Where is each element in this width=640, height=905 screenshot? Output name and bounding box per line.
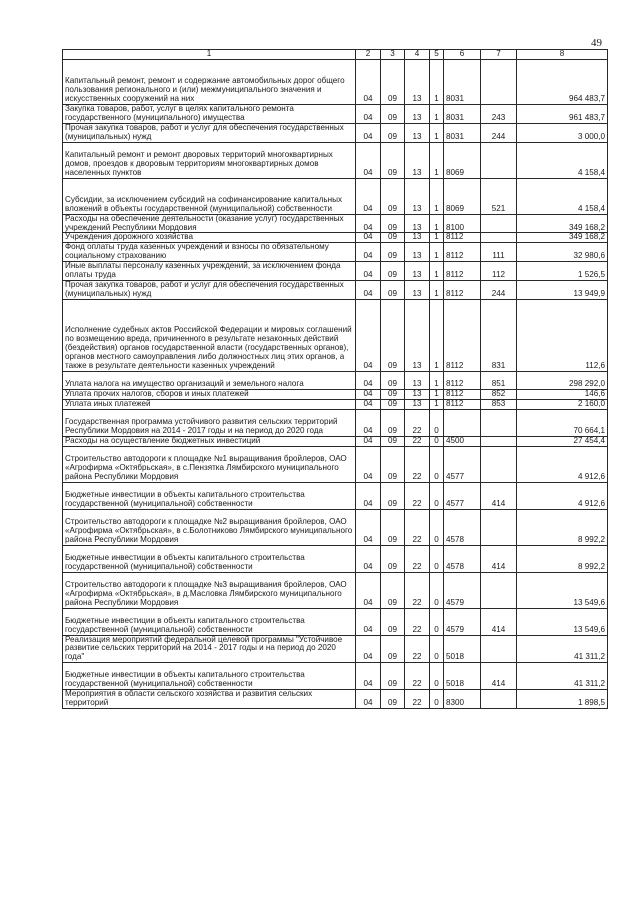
row-code-cell: 1 bbox=[430, 178, 444, 214]
table-row bbox=[63, 482, 608, 509]
row-name-cell: Расходы на обеспечение деятельности (оказание услуг) государственных учреждений Республики Мордовия bbox=[63, 214, 356, 233]
row-code-cell: 1 bbox=[430, 371, 444, 389]
row-code-cell: 243 bbox=[481, 105, 517, 124]
row-code-cell: 4 912,6 bbox=[517, 446, 608, 482]
row-name-cell: Уплата иных платежей bbox=[63, 399, 356, 409]
row-code-cell: 32 980,6 bbox=[517, 243, 608, 262]
column-header: 1 bbox=[63, 50, 356, 60]
column-header: 4 bbox=[405, 50, 430, 60]
row-code-cell: 04 bbox=[356, 371, 381, 389]
row-code-cell: 09 bbox=[381, 446, 405, 482]
row-code-cell: 4577 bbox=[444, 446, 481, 482]
row-code-cell: 4579 bbox=[444, 608, 481, 635]
row-code-cell: 04 bbox=[356, 214, 381, 233]
table-row bbox=[63, 142, 608, 178]
row-code-cell bbox=[481, 509, 517, 545]
row-code-cell: 13 bbox=[405, 214, 430, 233]
row-code-cell: 04 bbox=[356, 409, 381, 436]
row-code-cell bbox=[481, 60, 517, 105]
row-code-cell: 8069 bbox=[444, 142, 481, 178]
row-code-cell: 8069 bbox=[444, 178, 481, 214]
row-code-cell: 4 158,4 bbox=[517, 178, 608, 214]
row-code-cell: 04 bbox=[356, 262, 381, 281]
row-code-cell: 4577 bbox=[444, 482, 481, 509]
row-code-cell: 8112 bbox=[444, 299, 481, 371]
row-code-cell: 0 bbox=[430, 482, 444, 509]
table-row bbox=[63, 446, 608, 482]
table-row bbox=[63, 371, 608, 389]
row-code-cell: 04 bbox=[356, 482, 381, 509]
row-code-cell: 09 bbox=[381, 123, 405, 142]
table-row bbox=[63, 60, 608, 105]
row-code-cell: 1 bbox=[430, 243, 444, 262]
row-code-cell: 3 000,0 bbox=[517, 123, 608, 142]
row-code-cell: 22 bbox=[405, 608, 430, 635]
column-header: 3 bbox=[381, 50, 405, 60]
row-name-cell: Строительство автодороги к площадке №3 выращивания бройлеров, ОАО «Агрофирма «Октябрьская», в д.Масловка Лямбирского муниципального района Республики Мордовия bbox=[63, 572, 356, 608]
row-code-cell: 8112 bbox=[444, 399, 481, 409]
row-code-cell: 09 bbox=[381, 409, 405, 436]
row-code-cell: 09 bbox=[381, 608, 405, 635]
row-code-cell: 04 bbox=[356, 572, 381, 608]
row-code-cell: 04 bbox=[356, 123, 381, 142]
table-row bbox=[63, 409, 608, 436]
row-code-cell: 04 bbox=[356, 178, 381, 214]
row-code-cell: 13 bbox=[405, 105, 430, 124]
row-code-cell: 22 bbox=[405, 663, 430, 690]
row-code-cell: 0 bbox=[430, 509, 444, 545]
row-code-cell: 22 bbox=[405, 436, 430, 446]
row-code-cell: 13 549,6 bbox=[517, 572, 608, 608]
row-name-cell: Иные выплаты персоналу казенных учреждений, за исключением фонда оплаты труда bbox=[63, 262, 356, 281]
row-code-cell: 09 bbox=[381, 436, 405, 446]
row-code-cell: 1 bbox=[430, 280, 444, 299]
row-name-cell: Бюджетные инвестиции в объекты капитального строительства государственной (муниципальной) собственности bbox=[63, 482, 356, 509]
row-code-cell: 1 bbox=[430, 399, 444, 409]
row-code-cell: 04 bbox=[356, 399, 381, 409]
row-code-cell: 22 bbox=[405, 635, 430, 663]
row-code-cell bbox=[481, 572, 517, 608]
row-name-cell: Строительство автодороги к площадке №1 выращивания бройлеров, ОАО «Агрофирма «Октябрьская», в с.Пензятка Лямбирского муниципального района Республики Мордовия bbox=[63, 446, 356, 482]
column-header: 8 bbox=[517, 50, 608, 60]
row-code-cell: 1 898,5 bbox=[517, 690, 608, 709]
column-header: 5 bbox=[430, 50, 444, 60]
row-code-cell: 244 bbox=[481, 280, 517, 299]
row-code-cell: 349 168,2 bbox=[517, 214, 608, 233]
row-code-cell: 0 bbox=[430, 572, 444, 608]
row-code-cell: 13 bbox=[405, 389, 430, 399]
column-header: 2 bbox=[356, 50, 381, 60]
row-code-cell: 04 bbox=[356, 389, 381, 399]
row-code-cell: 0 bbox=[430, 409, 444, 436]
row-code-cell: 1 bbox=[430, 233, 444, 243]
table-row bbox=[63, 663, 608, 690]
row-code-cell: 09 bbox=[381, 690, 405, 709]
row-code-cell: 13 949,9 bbox=[517, 280, 608, 299]
row-code-cell: 0 bbox=[430, 608, 444, 635]
row-code-cell: 8112 bbox=[444, 233, 481, 243]
row-code-cell bbox=[481, 409, 517, 436]
row-code-cell: 04 bbox=[356, 105, 381, 124]
row-code-cell: 04 bbox=[356, 436, 381, 446]
row-code-cell bbox=[481, 214, 517, 233]
table-row bbox=[63, 178, 608, 214]
budget-table bbox=[62, 49, 608, 709]
row-code-cell: 13 bbox=[405, 262, 430, 281]
row-code-cell: 1 bbox=[430, 60, 444, 105]
table-row bbox=[63, 389, 608, 399]
row-code-cell: 1 bbox=[430, 389, 444, 399]
row-code-cell: 09 bbox=[381, 243, 405, 262]
row-code-cell: 414 bbox=[481, 663, 517, 690]
row-code-cell: 22 bbox=[405, 545, 430, 572]
row-name-cell: Мероприятия в области сельского хозяйства и развития сельских территорий bbox=[63, 690, 356, 709]
table-row bbox=[63, 105, 608, 124]
row-code-cell: 1 bbox=[430, 299, 444, 371]
row-code-cell: 13 bbox=[405, 60, 430, 105]
row-code-cell: 1 bbox=[430, 262, 444, 281]
row-code-cell: 13 bbox=[405, 371, 430, 389]
row-code-cell: 09 bbox=[381, 299, 405, 371]
row-code-cell: 04 bbox=[356, 690, 381, 709]
row-name-cell: Капитальный ремонт, ремонт и содержание автомобильных дорог общего пользования регионального и (или) межмуниципального значения и искусственных сооружений на них bbox=[63, 60, 356, 105]
row-name-cell: Субсидии, за исключением субсидий на софинансирование капитальных вложений в объекты государственной (муниципальной) собственности bbox=[63, 178, 356, 214]
row-code-cell: 4 158,4 bbox=[517, 142, 608, 178]
page-number: 49 bbox=[591, 37, 602, 49]
row-code-cell: 09 bbox=[381, 399, 405, 409]
row-name-cell: Уплата прочих налогов, сборов и иных платежей bbox=[63, 389, 356, 399]
row-code-cell: 1 bbox=[430, 214, 444, 233]
row-code-cell: 13 549,6 bbox=[517, 608, 608, 635]
row-code-cell: 13 bbox=[405, 399, 430, 409]
row-code-cell: 22 bbox=[405, 509, 430, 545]
row-code-cell: 8112 bbox=[444, 389, 481, 399]
row-code-cell: 09 bbox=[381, 105, 405, 124]
row-code-cell: 8112 bbox=[444, 280, 481, 299]
column-header: 6 bbox=[444, 50, 481, 60]
row-code-cell: 41 311,2 bbox=[517, 635, 608, 663]
row-name-cell: Бюджетные инвестиции в объекты капитального строительства государственной (муниципальной) собственности bbox=[63, 608, 356, 635]
row-code-cell: 4578 bbox=[444, 545, 481, 572]
row-code-cell: 13 bbox=[405, 243, 430, 262]
row-name-cell: Фонд оплаты труда казенных учреждений и взносы по обязательному социальному страхованию bbox=[63, 243, 356, 262]
row-code-cell: 853 bbox=[481, 399, 517, 409]
table-row bbox=[63, 243, 608, 262]
row-code-cell: 8300 bbox=[444, 690, 481, 709]
row-code-cell bbox=[481, 142, 517, 178]
table-row bbox=[63, 690, 608, 709]
row-code-cell: 8112 bbox=[444, 243, 481, 262]
row-name-cell: Бюджетные инвестиции в объекты капитального строительства государственной (муниципальной) собственности bbox=[63, 545, 356, 572]
row-code-cell: 349 168,2 bbox=[517, 233, 608, 243]
row-name-cell: Государственная программа устойчивого развития сельских территорий Республики Мордовия на 2014 - 2017 годы и на период до 2020 года bbox=[63, 409, 356, 436]
row-code-cell: 1 bbox=[430, 123, 444, 142]
row-code-cell: 22 bbox=[405, 690, 430, 709]
table-row bbox=[63, 545, 608, 572]
row-code-cell: 13 bbox=[405, 280, 430, 299]
row-code-cell: 09 bbox=[381, 389, 405, 399]
row-code-cell: 13 bbox=[405, 233, 430, 243]
row-code-cell: 4500 bbox=[444, 436, 481, 446]
row-code-cell: 111 bbox=[481, 243, 517, 262]
row-code-cell: 04 bbox=[356, 142, 381, 178]
row-name-cell: Бюджетные инвестиции в объекты капитального строительства государственной (муниципальной) собственности bbox=[63, 663, 356, 690]
row-code-cell: 04 bbox=[356, 509, 381, 545]
row-code-cell: 27 454,4 bbox=[517, 436, 608, 446]
row-code-cell: 1 526,5 bbox=[517, 262, 608, 281]
row-code-cell: 22 bbox=[405, 409, 430, 436]
row-code-cell: 851 bbox=[481, 371, 517, 389]
row-code-cell: 13 bbox=[405, 123, 430, 142]
row-code-cell: 04 bbox=[356, 545, 381, 572]
row-code-cell bbox=[481, 446, 517, 482]
row-code-cell: 4578 bbox=[444, 509, 481, 545]
table-row bbox=[63, 572, 608, 608]
row-code-cell: 8031 bbox=[444, 60, 481, 105]
row-code-cell: 5018 bbox=[444, 663, 481, 690]
row-name-cell: Уплата налога на имущество организаций и земельного налога bbox=[63, 371, 356, 389]
row-code-cell: 964 483,7 bbox=[517, 60, 608, 105]
row-code-cell: 04 bbox=[356, 608, 381, 635]
row-code-cell: 521 bbox=[481, 178, 517, 214]
row-code-cell: 112,6 bbox=[517, 299, 608, 371]
row-code-cell: 09 bbox=[381, 178, 405, 214]
row-name-cell: Расходы на осуществление бюджетных инвестиций bbox=[63, 436, 356, 446]
table-row bbox=[63, 608, 608, 635]
row-code-cell: 09 bbox=[381, 233, 405, 243]
row-code-cell: 8100 bbox=[444, 214, 481, 233]
table-row bbox=[63, 399, 608, 409]
row-name-cell: Строительство автодороги к площадке №2 выращивания бройлеров, ОАО «Агрофирма «Октябрьская», в с.Болотниково Лямбирского муниципального района Республики Мордовия bbox=[63, 509, 356, 545]
row-code-cell: 04 bbox=[356, 233, 381, 243]
row-code-cell: 0 bbox=[430, 690, 444, 709]
column-header: 7 bbox=[481, 50, 517, 60]
row-code-cell: 8 992,2 bbox=[517, 545, 608, 572]
row-code-cell: 414 bbox=[481, 482, 517, 509]
row-code-cell: 04 bbox=[356, 635, 381, 663]
row-code-cell bbox=[481, 436, 517, 446]
row-code-cell: 852 bbox=[481, 389, 517, 399]
row-code-cell: 5018 bbox=[444, 635, 481, 663]
row-code-cell: 0 bbox=[430, 545, 444, 572]
row-code-cell: 09 bbox=[381, 545, 405, 572]
row-code-cell: 414 bbox=[481, 608, 517, 635]
row-code-cell: 09 bbox=[381, 482, 405, 509]
row-code-cell: 09 bbox=[381, 509, 405, 545]
row-code-cell: 0 bbox=[430, 436, 444, 446]
table-row bbox=[63, 299, 608, 371]
row-code-cell: 13 bbox=[405, 299, 430, 371]
row-code-cell bbox=[481, 690, 517, 709]
table-row bbox=[63, 233, 608, 243]
row-code-cell: 09 bbox=[381, 371, 405, 389]
row-code-cell: 1 bbox=[430, 105, 444, 124]
row-code-cell: 831 bbox=[481, 299, 517, 371]
row-code-cell: 244 bbox=[481, 123, 517, 142]
row-code-cell: 414 bbox=[481, 545, 517, 572]
row-code-cell: 0 bbox=[430, 446, 444, 482]
row-code-cell: 04 bbox=[356, 299, 381, 371]
row-code-cell: 09 bbox=[381, 280, 405, 299]
row-code-cell: 09 bbox=[381, 262, 405, 281]
row-code-cell: 8112 bbox=[444, 371, 481, 389]
row-code-cell: 0 bbox=[430, 635, 444, 663]
row-code-cell: 8112 bbox=[444, 262, 481, 281]
table-row bbox=[63, 123, 608, 142]
table-row bbox=[63, 214, 608, 233]
row-name-cell: Прочая закупка товаров, работ и услуг для обеспечения государственных (муниципальных) нужд bbox=[63, 123, 356, 142]
table-header-row bbox=[63, 50, 608, 60]
row-code-cell: 298 292,0 bbox=[517, 371, 608, 389]
row-code-cell: 70 664,1 bbox=[517, 409, 608, 436]
row-code-cell: 8031 bbox=[444, 105, 481, 124]
row-code-cell: 09 bbox=[381, 142, 405, 178]
row-code-cell: 09 bbox=[381, 572, 405, 608]
row-name-cell: Исполнение судебных актов Российской Федерации и мировых соглашений по возмещению вреда, причиненного в результате незаконных действий (бездействия) органов государственной власти (государственных органов), органов местного самоуправления либо должностных лиц этих органов, а также в результате деятельности казенных учреждений bbox=[63, 299, 356, 371]
row-code-cell: 4 912,6 bbox=[517, 482, 608, 509]
row-code-cell: 13 bbox=[405, 178, 430, 214]
row-name-cell: Закупка товаров, работ, услуг в целях капитального ремонта государственного (муниципального) имущества bbox=[63, 105, 356, 124]
table-row bbox=[63, 280, 608, 299]
row-code-cell: 04 bbox=[356, 663, 381, 690]
row-code-cell: 1 bbox=[430, 142, 444, 178]
row-code-cell: 09 bbox=[381, 60, 405, 105]
row-code-cell: 04 bbox=[356, 280, 381, 299]
row-code-cell: 22 bbox=[405, 482, 430, 509]
row-code-cell: 0 bbox=[430, 663, 444, 690]
row-name-cell: Прочая закупка товаров, работ и услуг для обеспечения государственных (муниципальных) нужд bbox=[63, 280, 356, 299]
row-code-cell: 22 bbox=[405, 446, 430, 482]
row-code-cell: 8 992,2 bbox=[517, 509, 608, 545]
row-code-cell bbox=[481, 635, 517, 663]
row-code-cell: 13 bbox=[405, 142, 430, 178]
table-row bbox=[63, 262, 608, 281]
table-row bbox=[63, 635, 608, 663]
row-code-cell: 4579 bbox=[444, 572, 481, 608]
table-row bbox=[63, 436, 608, 446]
row-code-cell: 112 bbox=[481, 262, 517, 281]
row-name-cell: Капитальный ремонт и ремонт дворовых территорий многоквартирных домов, проездов к дворовым территориям многоквартирных домов населенных пунктов bbox=[63, 142, 356, 178]
row-code-cell: 22 bbox=[405, 572, 430, 608]
row-code-cell: 8031 bbox=[444, 123, 481, 142]
row-code-cell: 2 160,0 bbox=[517, 399, 608, 409]
table-row bbox=[63, 509, 608, 545]
row-code-cell: 04 bbox=[356, 446, 381, 482]
row-code-cell: 09 bbox=[381, 214, 405, 233]
row-code-cell bbox=[481, 233, 517, 243]
row-code-cell: 04 bbox=[356, 243, 381, 262]
row-code-cell bbox=[444, 409, 481, 436]
row-code-cell: 09 bbox=[381, 635, 405, 663]
row-name-cell: Учреждения дорожного хозяйства bbox=[63, 233, 356, 243]
row-code-cell: 961 483,7 bbox=[517, 105, 608, 124]
row-code-cell: 04 bbox=[356, 60, 381, 105]
row-code-cell: 41 311,2 bbox=[517, 663, 608, 690]
row-name-cell: Реализация мероприятий федеральной целевой программы "Устойчивое развитие сельских территорий на 2014 - 2017 годы и на период до 2020 года" bbox=[63, 635, 356, 663]
row-code-cell: 09 bbox=[381, 663, 405, 690]
row-code-cell: 146,6 bbox=[517, 389, 608, 399]
